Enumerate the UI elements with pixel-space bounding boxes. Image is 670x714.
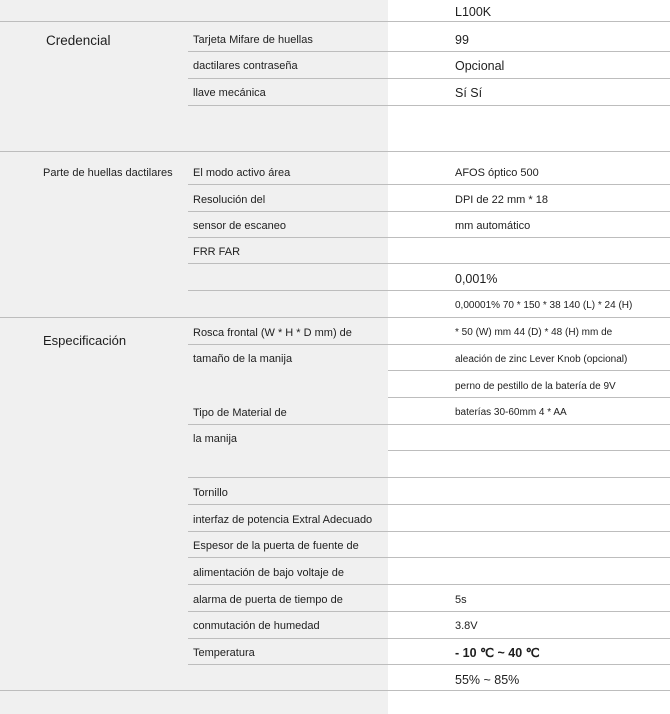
section-divider (0, 151, 670, 152)
section-title-credencial: Credencial (46, 33, 111, 48)
spec-value: 0,00001% 70 * 150 * 38 140 (L) * 24 (H) (455, 300, 633, 311)
row-divider (0, 21, 670, 22)
row-divider (188, 105, 670, 106)
row-divider (388, 370, 670, 371)
spec-value: 5s (455, 594, 467, 606)
spec-label: Resolución del (193, 194, 266, 206)
temperature-value: - 10 ℃ ~ 40 ℃ (455, 646, 540, 660)
row-divider (188, 664, 670, 665)
row-divider (188, 211, 670, 212)
row-divider (188, 184, 670, 185)
row-divider (188, 263, 670, 264)
model-name: L100K (455, 5, 492, 19)
section-divider (0, 690, 670, 691)
row-divider (188, 611, 670, 612)
row-divider (188, 290, 670, 291)
row-divider (188, 531, 670, 532)
spec-value: 0,001% (455, 272, 498, 286)
row-divider (188, 344, 670, 345)
row-divider (388, 397, 670, 398)
row-divider (188, 78, 670, 79)
row-divider (188, 477, 670, 478)
spec-label: llave mecánica (193, 87, 266, 99)
spec-label: Tipo de Material de (193, 407, 287, 419)
section-title-especificacion: Especificación (43, 333, 127, 348)
spec-label: sensor de escaneo (193, 220, 286, 232)
spec-label: Espesor de la puerta de fuente de (193, 540, 359, 552)
spec-label: alarma de puerta de tiempo de (193, 594, 343, 606)
spec-label: Tornillo (193, 487, 228, 499)
row-divider (188, 504, 670, 505)
spec-value: baterías 30-60mm 4 * AA (455, 407, 567, 418)
spec-label: Temperatura (193, 647, 255, 659)
spec-label: interfaz de potencia Extral Adecuado (193, 514, 373, 526)
row-divider (188, 237, 670, 238)
spec-label: Rosca frontal (W * H * D mm) de (193, 327, 352, 339)
spec-value: Sí Sí (455, 86, 483, 100)
row-divider (188, 638, 670, 639)
row-divider (188, 584, 670, 585)
spec-label: dactilares contraseña (193, 60, 298, 72)
spec-label: FRR FAR (193, 246, 241, 258)
spec-value: DPI de 22 mm * 18 (455, 194, 548, 206)
spec-value: mm automático (455, 220, 531, 232)
humidity-value: 55% ~ 85% (455, 673, 520, 687)
row-divider (388, 450, 670, 451)
spec-value: Opcional (455, 59, 505, 73)
spec-value: * 50 (W) mm 44 (D) * 48 (H) mm de (455, 327, 613, 338)
spec-label: tamaño de la manija (193, 353, 293, 365)
section-divider (0, 317, 670, 318)
spec-value: AFOS óptico 500 (455, 167, 539, 179)
spec-label: El modo activo área (193, 167, 291, 179)
spec-value: 3.8V (455, 620, 478, 632)
row-divider (188, 557, 670, 558)
row-divider (188, 51, 670, 52)
row-divider (188, 424, 670, 425)
spec-value: aleación de zinc Lever Knob (opcional) (455, 354, 628, 365)
section-title-huellas: Parte de huellas dactilares (43, 167, 173, 179)
spec-label: alimentación de bajo voltaje de (193, 567, 345, 579)
spec-label: la manija (193, 433, 238, 445)
spec-label: conmutación de humedad (193, 620, 320, 632)
spec-value: perno de pestillo de la batería de 9V (455, 381, 616, 392)
spec-label: Tarjeta Mifare de huellas (193, 34, 313, 46)
spec-value: 99 (455, 33, 469, 47)
